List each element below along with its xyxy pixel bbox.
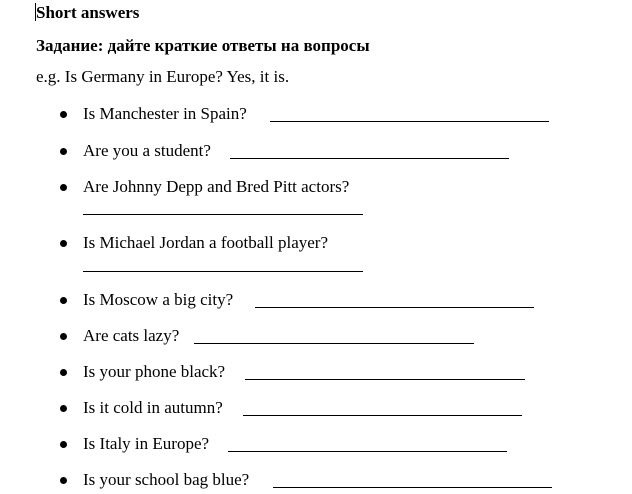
document-title: Short answers xyxy=(36,3,140,22)
list-item xyxy=(0,434,632,458)
answer-line[interactable] xyxy=(83,271,363,272)
answer-line[interactable] xyxy=(243,415,522,416)
question-text: Is your phone black? xyxy=(83,362,226,381)
answer-line[interactable] xyxy=(194,343,474,344)
list-item xyxy=(0,470,632,494)
question-text: Are cats lazy? xyxy=(83,326,180,345)
list-item xyxy=(0,141,632,165)
answer-line[interactable] xyxy=(273,487,552,488)
question-text: Is Manchester in Spain? xyxy=(83,104,247,123)
bullet-icon xyxy=(60,333,67,340)
answer-line[interactable] xyxy=(245,379,525,380)
bullet-icon xyxy=(60,405,67,412)
bullet-icon xyxy=(60,184,67,191)
question-text: Is Italy in Europe? xyxy=(83,434,210,453)
list-item xyxy=(0,326,632,350)
answer-line[interactable] xyxy=(255,307,534,308)
question-text: Is it cold in autumn? xyxy=(83,398,223,417)
bullet-icon xyxy=(60,297,67,304)
list-item xyxy=(0,177,632,221)
answer-line[interactable] xyxy=(83,214,363,215)
question-text: Is Moscow a big city? xyxy=(83,290,234,309)
question-text: Are Johnny Depp and Bred Pitt actors? xyxy=(83,177,350,196)
bullet-icon xyxy=(60,369,67,376)
list-item xyxy=(0,233,632,277)
list-item xyxy=(0,104,632,128)
example-sentence: e.g. Is Germany in Europe? Yes, it is. xyxy=(36,67,290,86)
list-item xyxy=(0,290,632,314)
question-text: Is Michael Jordan a football player? xyxy=(83,233,328,252)
list-item xyxy=(0,398,632,422)
list-item xyxy=(0,362,632,386)
bullet-icon xyxy=(60,148,67,155)
answer-line[interactable] xyxy=(228,451,507,452)
question-text: Are you a student? xyxy=(83,141,211,160)
task-instruction: Задание: дайте краткие ответы на вопросы xyxy=(36,36,370,55)
bullet-icon xyxy=(60,111,67,118)
bullet-icon xyxy=(60,441,67,448)
bullet-icon xyxy=(60,240,67,247)
answer-line[interactable] xyxy=(270,121,549,122)
bullet-icon xyxy=(60,477,67,484)
question-text: Is your school bag blue? xyxy=(83,470,250,489)
answer-line[interactable] xyxy=(230,158,509,159)
